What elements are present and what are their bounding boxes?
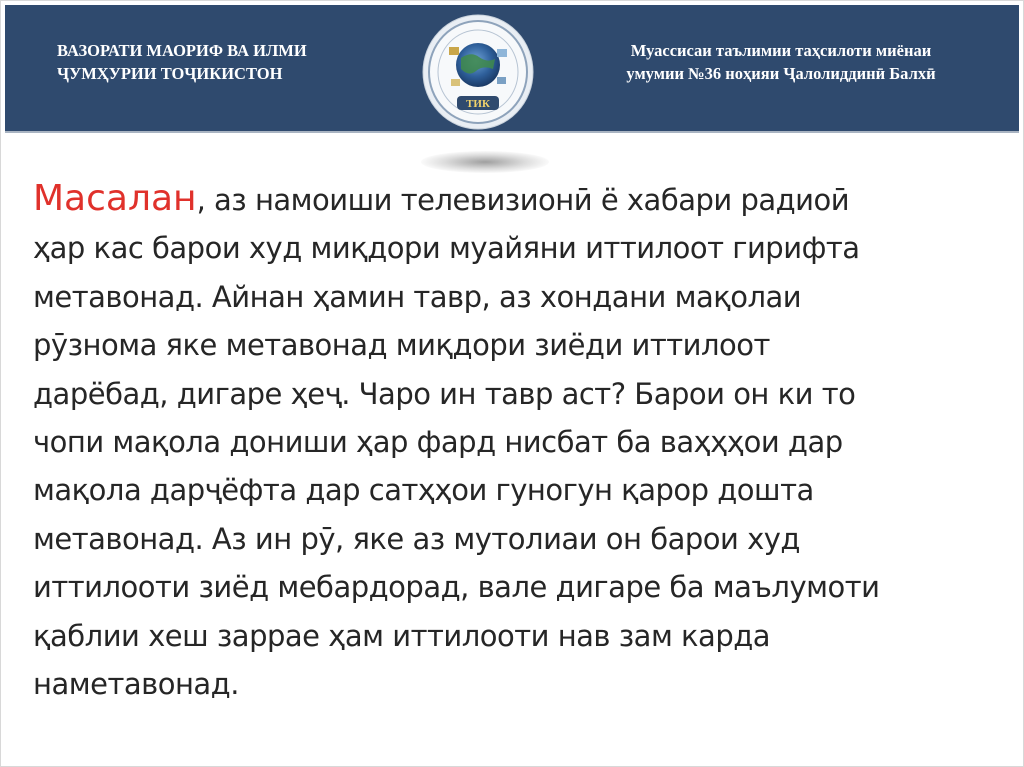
body-line: наметавонад.: [33, 667, 239, 702]
body-line: мақола дарҷёфта дар сатҳҳои гуногун қарор дошта: [33, 473, 814, 508]
school-emblem-logo: [421, 13, 535, 131]
ministry-title-line-2: ҶУМҲУРИИ ТОҶИКИСТОН: [57, 64, 283, 83]
school-title-line-2: умумии №36 ноҳияи Ҷалолиддинӣ Балхӣ: [626, 64, 936, 83]
school-title-line-1: Муассисаи таълимии таҳсилоти миёнаи: [630, 41, 932, 60]
body-line: қаблии хеш заррае ҳам иттилооти нав зам карда: [33, 618, 771, 653]
body-line: метавонад. Аз ин рӯ, яке аз мутолиаи он барои худ: [33, 521, 800, 556]
body-line: дарёбад, дигаре ҳеҷ. Чаро ин тавр аст? Барои он ки то: [33, 376, 856, 411]
lead-word: Масалан: [33, 178, 197, 219]
body-line: чопи мақола дониши ҳар фард нисбат ба ваҳҳҳои дар: [33, 425, 843, 460]
logo-text: ТИК: [466, 98, 490, 110]
header-banner: [5, 5, 1019, 133]
body-line-1-rest: , аз намоиши телевизионӣ ё хабари радиоӣ: [196, 183, 850, 217]
body-line: рӯзнома яке метавонад миқдори зиёди иттилоот: [33, 328, 770, 363]
ministry-title-line-1: ВАЗОРАТИ МАОРИФ ВА ИЛМИ: [57, 41, 307, 60]
body-line: метавонад. Айнан ҳамин тавр, аз хондани мақолаи: [33, 279, 802, 314]
body-line: иттилооти зиёд мебардорад, вале дигаре ба маълумоти: [33, 570, 880, 605]
body-line-1: [33, 175, 1005, 224]
body-line: ҳар кас барои худ миқдори муайяни иттилоот гирифта: [33, 231, 860, 266]
body-paragraph: [33, 175, 1005, 708]
school-title: [561, 39, 1001, 85]
logo-shadow: [421, 151, 549, 173]
ministry-title: [57, 39, 407, 85]
